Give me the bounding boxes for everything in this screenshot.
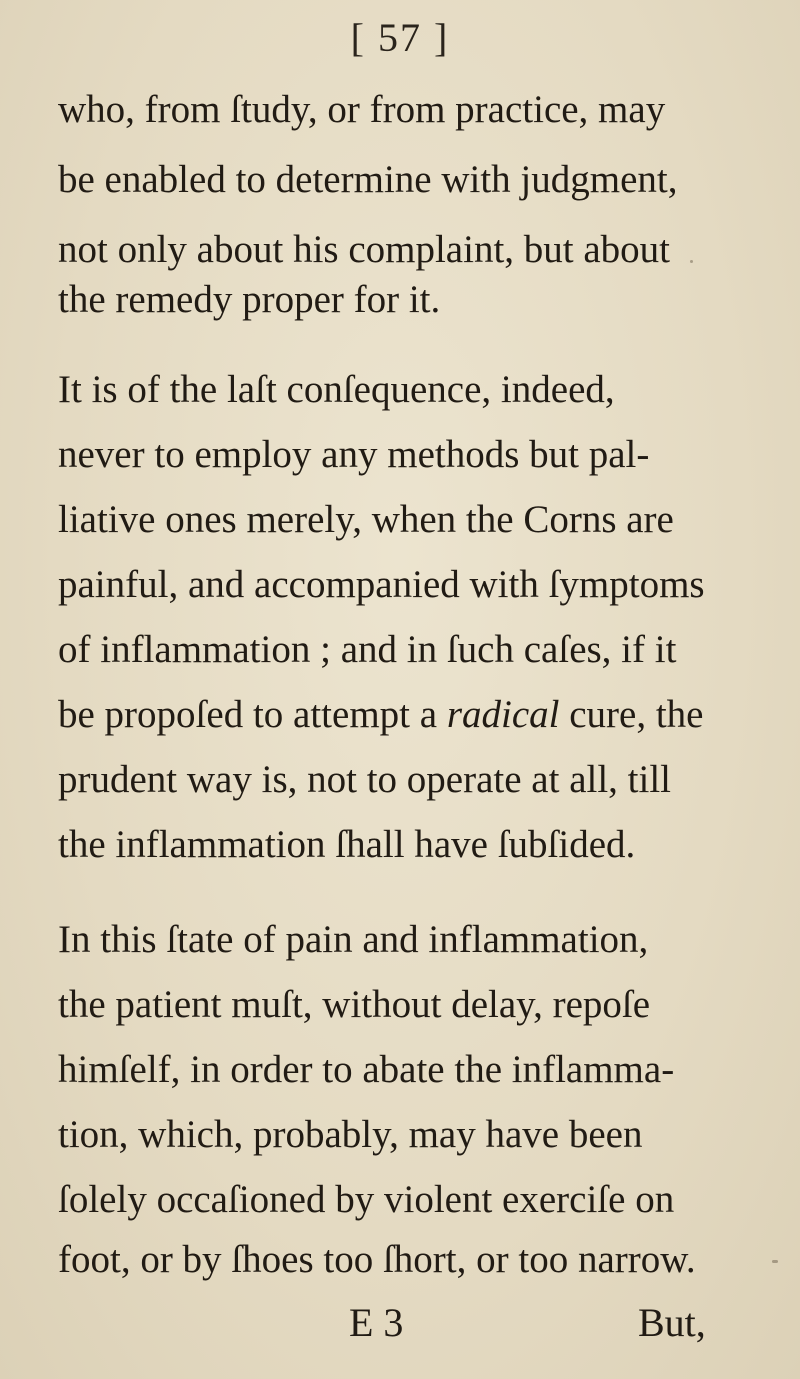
text-line-15: himſelf, in order to abate the inflamma- (58, 1048, 675, 1091)
page-number: [ 57 ] (350, 15, 450, 60)
text-segment: be propoſed to attempt a (58, 693, 447, 736)
text-line-16: tion, which, probably, may have been (58, 1113, 643, 1156)
text-line-5: It is of the laſt conſequence, indeed, (58, 368, 615, 411)
italic-word: radical (446, 693, 560, 736)
text-line-6: never to employ any methods but pal- (58, 433, 650, 476)
text-line-18: foot, or by ſhoes too ſhort, or too narrow. (58, 1238, 696, 1281)
text-line-11: prudent way is, not to operate at all, till (58, 758, 672, 801)
text-line-17: ſolely occaſioned by violent exerciſe on (58, 1178, 675, 1221)
text-line-13: In this ſtate of pain and inflammation, (58, 918, 649, 961)
text-line-3: not only about his complaint, but about (58, 228, 671, 271)
text-line-10 (58, 695, 758, 734)
paper-speck (772, 1260, 778, 1263)
text-segment: cure, the (559, 693, 704, 736)
signature-mark: E 3 (349, 1300, 404, 1345)
text-line-1: who, from ſtudy, or from practice, may (58, 88, 666, 131)
text-line-9: of inflammation ; and in ſuch caſes, if it (58, 628, 677, 671)
text-line-14: the patient muſt, without delay, repoſe (58, 983, 651, 1026)
text-line-8: painful, and accompanied with ſymptoms (58, 563, 705, 606)
paper-speck (690, 260, 693, 263)
text-line-7: liative ones merely, when the Corns are (58, 498, 674, 541)
catchword: But, (638, 1300, 706, 1345)
text-line-2: be enabled to determine with judgment, (58, 158, 678, 201)
text-line-4: the remedy proper for it. (58, 278, 441, 321)
text-line-12: the inflammation ſhall have ſubſided. (58, 823, 636, 866)
